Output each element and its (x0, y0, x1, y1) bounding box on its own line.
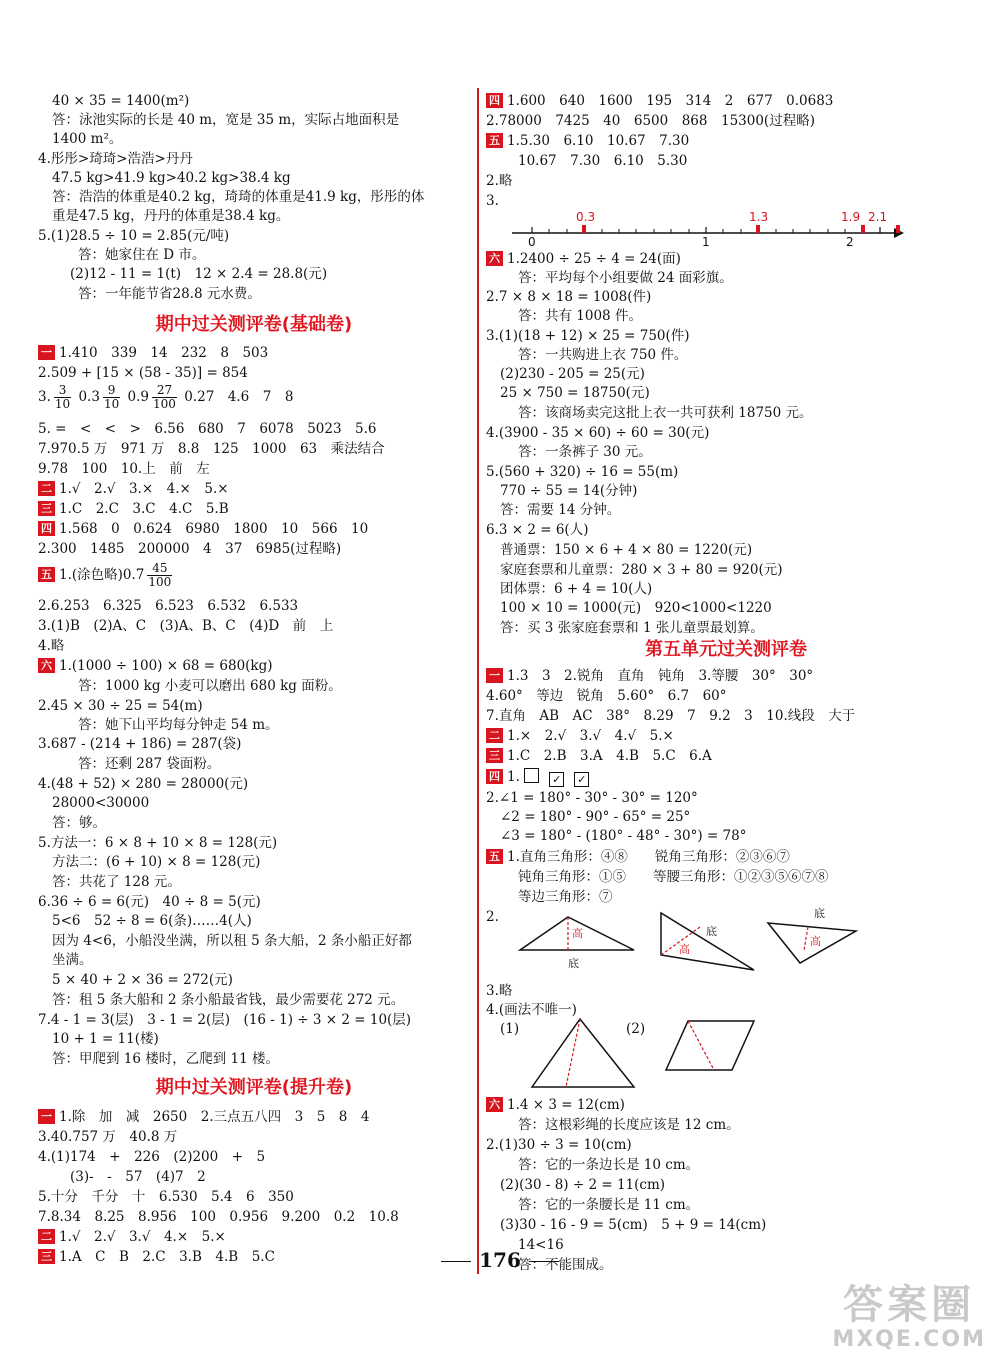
answer-line: 1400 m²。 (52, 131, 123, 147)
answer-line: 答：平均每个小组要做 24 面彩旗。 (518, 270, 733, 286)
base-label: 底 (706, 925, 717, 938)
answer-line: 2.300 1485 200000 4 37 6985(过程略) (38, 541, 342, 557)
height-label: 高 (679, 943, 690, 956)
point-1.3 (756, 225, 760, 233)
answer-line: 4.(48 + 52) × 280 = 28000(元) (38, 776, 249, 792)
answer-line: (2)230 - 205 = 25(元) (500, 366, 645, 382)
answer-line: 2.509 + [15 × (58 - 35)] = 854 (38, 365, 248, 381)
answer-line: 770 ÷ 55 = 14(分钟) (500, 483, 638, 499)
section-badge: 六 (38, 658, 55, 673)
answer-line: 四 1.600 640 1600 195 314 2 677 0.0683 (486, 92, 833, 110)
answer-line: 答：租 5 条大船和 2 条小船最省钱，最少需要花 272 元。 (52, 992, 405, 1008)
label-0: 0 (528, 235, 536, 247)
answer-line: 7.4 - 1 = 3(层) 3 - 1 = 2(层) (16 - 1) ÷ 3 × 2 = 10(层) (38, 1012, 412, 1028)
answer-line: 一 1.410 339 14 232 8 503 (38, 344, 268, 362)
answer-line: (3)- - 57 (4)7 2 (70, 1169, 206, 1185)
section-badge: 六 (486, 1097, 503, 1112)
answer-line: 答：泳池实际的长是 40 m，宽是 35 m，实际占地面积是 (52, 112, 400, 128)
section-badge: 四 (486, 93, 503, 108)
base-label: 底 (814, 907, 825, 920)
answer-line: 二 1.√ 2.√ 3.× 4.× 5.× (38, 480, 229, 498)
label-1.9: 1.9 (841, 210, 861, 224)
fraction: $\frac{3}{10}$ (54, 383, 71, 411)
answer-line: 三 1.C 2.C 3.C 4.C 5.B (38, 500, 229, 518)
answer-line: 28000<30000 (52, 795, 150, 811)
answer-line: 4.彤彤>琦琦>浩浩>丹丹 (38, 151, 193, 167)
empty-checkbox (524, 768, 539, 783)
answer-line: (3)30 - 16 - 9 = 5(cm) 5 + 9 = 14(cm) (500, 1217, 767, 1233)
answer-line: 3.687 - (214 + 186) = 287(袋) (38, 736, 242, 752)
answer-line: 方法二：(6 + 10) × 8 = 128(元) (52, 854, 261, 870)
answer-line: 一 1.3 3 2.锐角 直角 钝角 3.等腰 30° 30° (486, 667, 813, 685)
answer-line: 7.970.5 万 971 万 8.8 125 1000 63 乘法结合 (38, 441, 385, 457)
answer-line: 答：这根彩绳的长度应该是 12 cm。 (518, 1117, 740, 1133)
answer-line: 47.5 kg>41.9 kg>40.2 kg>38.4 kg (52, 170, 291, 186)
point-2.1 (896, 225, 900, 233)
answer-line: 答：不能围成。 (518, 1257, 613, 1273)
answer-line: ∠2 = 180° - 90° - 65° = 25° (500, 809, 691, 825)
fraction: $\frac{9}{10}$ (103, 383, 120, 411)
answer-line: 4.(3900 - 35 × 60) ÷ 60 = 30(元) (486, 425, 710, 441)
triangle-drawing (532, 1019, 634, 1087)
number-line (506, 205, 906, 247)
dashed-line (688, 1021, 714, 1070)
answer-line: 五 1.(涂色略)0.7 $\frac{45}{100}$ (38, 562, 175, 589)
answer-line: 7.8.34 8.25 8.956 100 0.956 9.200 0.2 10.8 (38, 1209, 399, 1225)
answer-line: (2)(30 - 8) ÷ 2 = 11(cm) (500, 1177, 666, 1193)
answer-line: 6.3 × 2 = 6(人) (486, 522, 589, 538)
watermark-logo: 答案圈 MXQE.COM (832, 1282, 986, 1352)
section-badge: 五 (486, 849, 503, 864)
section-badge: 三 (38, 1249, 55, 1264)
checked-checkbox: ✓ (549, 772, 564, 787)
answer-line: 等边三角形：⑦ (518, 889, 613, 905)
answer-line: 普通票：150 × 6 + 4 × 80 = 1220(元) (500, 542, 753, 558)
checked-checkbox: ✓ (574, 772, 589, 787)
label-1: 1 (702, 235, 710, 247)
answer-line: 14<16 (518, 1237, 564, 1253)
answer-line: 10.67 7.30 6.10 5.30 (518, 153, 688, 169)
answer-line: 4.(1)174 + 226 (2)200 + 5 (38, 1149, 266, 1165)
answer-line: 团体票：6 + 4 = 10(人) (500, 581, 653, 597)
section-badge: 三 (486, 748, 503, 763)
triangle-2 (661, 913, 754, 970)
answer-line: 重是47.5 kg，丹丹的体重是38.4 kg。 (52, 208, 290, 224)
section-title: 期中过关测评卷(提升卷) (155, 1077, 353, 1098)
answer-line: 因为 4<6，小船没坐满，所以租 5 条大船，2 条小船正好都 (52, 933, 412, 949)
answer-line: 2.78000 7425 40 6500 868 15300(过程略) (486, 113, 815, 129)
answer-line: 40 × 35 = 1400(m²) (52, 93, 190, 109)
answer-line: 3. (486, 193, 499, 209)
answer-line: 答：共花了 128 元。 (52, 874, 181, 890)
section-badge: 四 (486, 769, 503, 784)
answer-line: 答：甲爬到 16 楼时，乙爬到 11 楼。 (52, 1051, 280, 1067)
height-line (804, 927, 808, 950)
triangle-heights-figure (516, 905, 866, 980)
label-2: 2 (846, 235, 854, 247)
section-badge: 二 (38, 481, 55, 496)
label-1.3: 1.3 (749, 210, 769, 224)
answer-line: 答：她下山平均每分钟走 54 m。 (78, 717, 279, 733)
answer-line: 3.(1)B (2)A、C (3)A、B、C (4)D 前 上 (38, 618, 334, 634)
section-title: 第五单元过关测评卷 (645, 639, 807, 660)
answer-line: 三 1.C 2.B 3.A 4.B 5.C 6.A (486, 747, 712, 765)
fraction: $\frac{27}{100}$ (153, 383, 176, 411)
point-0.3 (582, 225, 586, 233)
answer-line: 四 1. ✓ ✓ (486, 768, 599, 787)
answer-line: 答：共有 1008 件。 (518, 308, 642, 324)
section-badge: 一 (486, 668, 503, 683)
answer-line: 答：一年能节省28.8 元水费。 (78, 286, 261, 302)
answer-line: 5.(560 + 320) ÷ 16 = 55(m) (486, 464, 679, 480)
answer-line: 5<6 52 ÷ 8 = 6(条)……4(人) (52, 913, 252, 929)
section-badge: 一 (38, 345, 55, 360)
answer-line: 六 1.4 × 3 = 12(cm) (486, 1096, 625, 1114)
answer-line: 四 1.568 0 0.624 6980 1800 10 566 10 (38, 520, 368, 538)
answer-line: 答：它的一条边长是 10 cm。 (518, 1157, 700, 1173)
answer-line: 2.略 (486, 173, 513, 189)
answer-line: 答：还剩 287 袋面粉。 (78, 756, 221, 772)
answer-line: 坐满。 (52, 952, 93, 968)
page-number: 176 (0, 1248, 1000, 1272)
height-label: 高 (810, 935, 821, 948)
answer-line: 5. = < < > 6.56 680 7 6078 5023 5.6 (38, 421, 377, 437)
answer-line: 2.45 × 30 ÷ 25 = 54(m) (38, 698, 203, 714)
answer-line: 答：浩浩的体重是40.2 kg，琦琦的体重是41.9 kg，彤彤的体 (52, 189, 425, 205)
answer-line: 4.60° 等边 锐角 5.60° 6.7 60° (486, 688, 727, 704)
column-divider (477, 88, 479, 1274)
answer-line: 钝角三角形：①⑤ 等腰三角形：①②③⑤⑥⑦⑧ (518, 869, 829, 885)
answer-line: 2.∠1 = 180° - 30° - 30° = 120° (486, 790, 698, 806)
section-badge: 四 (38, 521, 55, 536)
answer-line: 6.36 ÷ 6 = 6(元) 40 ÷ 8 = 5(元) (38, 894, 261, 910)
answer-line: 五 1.5.30 6.10 10.67 7.30 (486, 132, 689, 150)
answer-line: 100 × 10 = 1000(元) 920<1000<1220 (500, 600, 772, 616)
height-label: 高 (572, 927, 583, 940)
drawing-figure (526, 1015, 766, 1093)
answer-line: 10 + 1 = 11(楼) (52, 1031, 159, 1047)
label-0.3: 0.3 (576, 210, 596, 224)
answer-line: 六 1.2400 ÷ 25 ÷ 4 = 24(面) (486, 250, 681, 268)
answer-line: 一 1.除 加 减 2650 2.三点五八四 3 5 8 4 (38, 1108, 369, 1126)
section-badge: 五 (486, 133, 503, 148)
answer-line: 答：它的一条腰长是 11 cm。 (518, 1197, 700, 1213)
answer-line: 3.40.757 万 40.8 万 (38, 1129, 178, 1145)
answer-line: 答：够。 (52, 815, 106, 831)
answer-line: 答：1000 kg 小麦可以磨出 680 kg 面粉。 (78, 678, 342, 694)
answer-line: 4.(画法不唯一) (486, 1002, 577, 1018)
answer-line: 7.直角 AB AC 38° 8.29 7 9.2 3 10.线段 大于 (486, 708, 856, 724)
answer-line: (1) (500, 1021, 520, 1037)
section-badge: 五 (38, 567, 55, 582)
point-1.9 (861, 225, 865, 233)
answer-line: 六 1.(1000 ÷ 100) × 68 = 680(kg) (38, 657, 273, 675)
answer-line: 二 1.√ 2.√ 3.√ 4.× 5.× (38, 1228, 226, 1246)
answer-line: 3.略 (486, 983, 513, 999)
answer-line: 答：她家住在 D 市。 (78, 247, 206, 263)
label-2.1: 2.1 (868, 210, 888, 224)
answer-line: 答：一共购进上衣 750 件。 (518, 347, 688, 363)
section-badge: 二 (38, 1229, 55, 1244)
answer-line: (2)12 - 11 = 1(t) 12 × 2.4 = 28.8(元) (70, 266, 328, 282)
answer-line: 家庭套票和儿童票：280 × 3 + 80 = 920(元) (500, 562, 783, 578)
section-badge: 二 (486, 728, 503, 743)
answer-line: 答：该商场卖完这批上衣一共可获利 18750 元。 (518, 405, 813, 421)
answer-line: 2.(1)30 ÷ 3 = 10(cm) (486, 1137, 632, 1153)
answer-line: ∠3 = 180° - (180° - 48° - 30°) = 78° (500, 828, 747, 844)
answer-line: 2. (486, 909, 499, 925)
answer-line: 9.78 100 10.上 前 左 (38, 461, 210, 477)
section-badge: 六 (486, 251, 503, 266)
answer-line: 5.方法一：6 × 8 + 10 × 8 = 128(元) (38, 835, 278, 851)
section-title: 期中过关测评卷(基础卷) (155, 314, 353, 335)
answer-line: (2) (626, 1021, 646, 1037)
answer-line: 答：需要 14 分钟。 (500, 502, 621, 518)
answer-line: 2.6.253 6.325 6.523 6.532 6.533 (38, 598, 299, 614)
answer-line: 2.7 × 8 × 18 = 1008(件) (486, 289, 652, 305)
answer-line: 25 × 750 = 18750(元) (500, 385, 650, 401)
answer-line: 答：一条裤子 30 元。 (518, 444, 652, 460)
answer-line: 答：买 3 张家庭套票和 1 张儿童票最划算。 (500, 620, 764, 636)
fraction: $\frac{45}{100}$ (148, 561, 172, 589)
answer-line: 5 × 40 + 2 × 36 = 272(元) (52, 972, 233, 988)
base-label: 底 (568, 957, 579, 970)
answer-line: 二 1.× 2.√ 3.√ 4.√ 5.× (486, 727, 674, 745)
section-badge: 一 (38, 1109, 55, 1124)
section-badge: 三 (38, 501, 55, 516)
answer-line: 4.略 (38, 638, 65, 654)
answer-line: 3. $\frac{3}{10}$ 0.3 $\frac{9}{10}$ 0.9 $\frac{27}{100}$ 0.27 4.6 7 8 (38, 383, 294, 411)
answer-line: 5.(1)28.5 ÷ 10 = 2.85(元/吨) (38, 228, 230, 244)
answer-line: 五 1.直角三角形：④⑧ 锐角三角形：②③⑥⑦ (486, 848, 790, 866)
answer-line: 5.十分 千分 十 6.530 5.4 6 350 (38, 1189, 294, 1205)
answer-line: 三 1.A C B 2.C 3.B 4.B 5.C (38, 1248, 275, 1266)
answer-line: 3.(1)(18 + 12) × 25 = 750(件) (486, 328, 690, 344)
